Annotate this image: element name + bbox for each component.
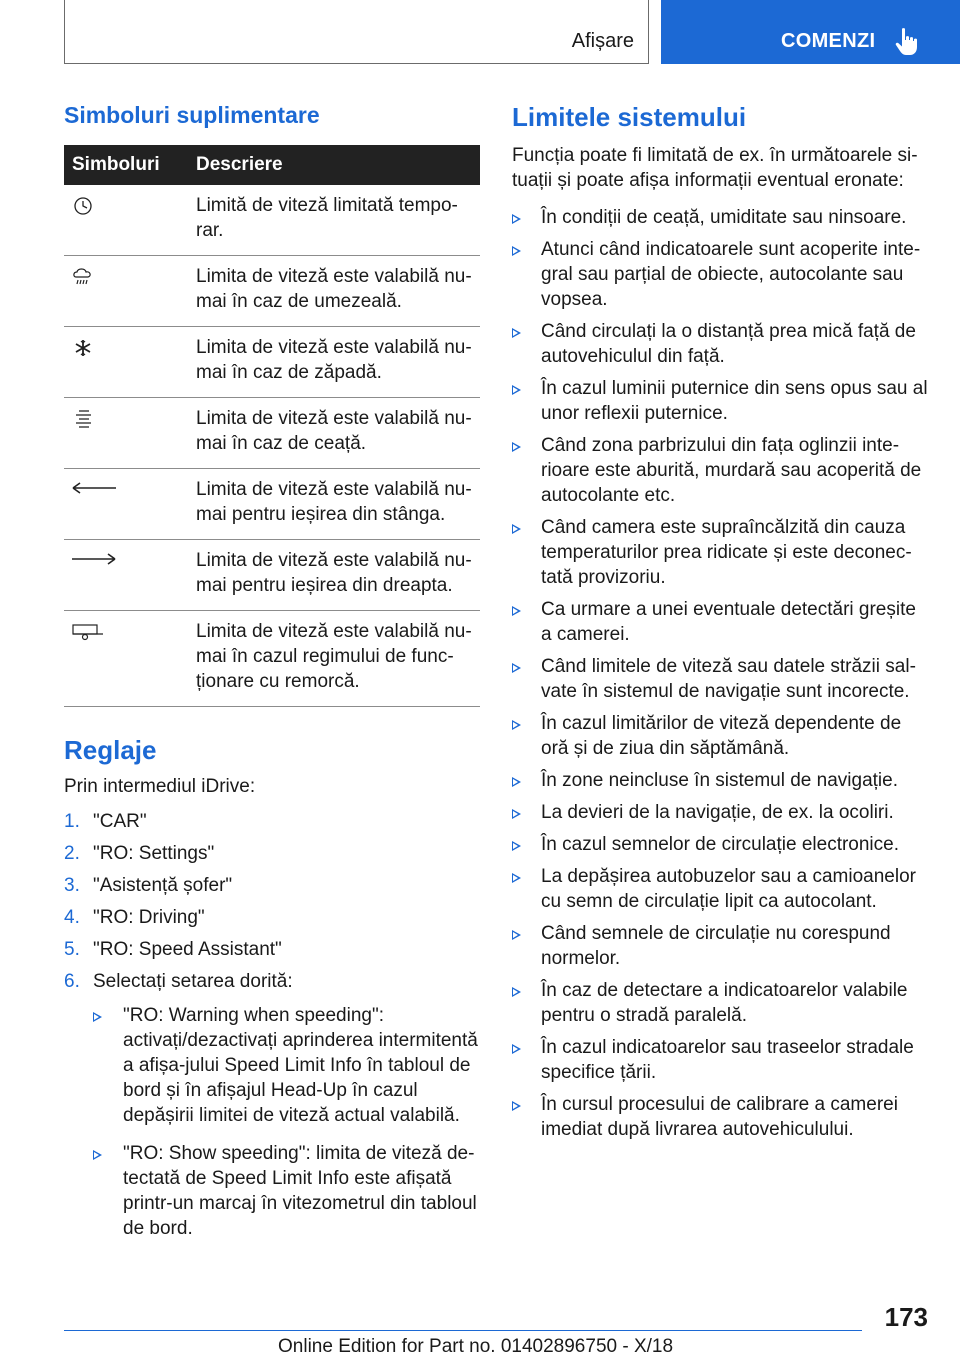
step-number: 6. [64, 971, 80, 992]
list-item [64, 937, 480, 962]
fog-icon [70, 408, 96, 430]
table-row [64, 256, 480, 327]
rain-cloud-icon [70, 266, 96, 288]
list-item [93, 1003, 480, 1128]
limit-text: În cazul indicatoarelor sau traseelor stradale specifice țării. [541, 1037, 914, 1083]
table-row [64, 540, 480, 611]
limit-text: Când zona parbrizului din fața oglinzii inte-rioare este aburită, murdară sau acoperită de autocolante etc. [541, 435, 922, 506]
footer-edition: Online Edition for Part no. 01402896750 - X/18 [278, 1336, 674, 1357]
table-row [64, 398, 480, 469]
list-item [512, 319, 930, 369]
col-symbols-header: Simboluri [64, 145, 184, 185]
triangle-bullet-icon [512, 809, 521, 819]
trailer-icon [70, 621, 106, 643]
triangle-bullet-icon [512, 873, 521, 883]
list-item [512, 711, 930, 761]
list-item [512, 921, 930, 971]
list-item [64, 969, 480, 1241]
limit-text: Când camera este supraîncălzită din cauza temperaturilor prea ridicate și este deconec-tată provizoriu. [541, 517, 912, 588]
step-6-options [93, 1003, 480, 1241]
step-text: Selectați setarea dorită: [93, 971, 293, 992]
triangle-bullet-icon [512, 606, 521, 616]
step-text: "CAR" [93, 811, 147, 832]
step-text: "RO: Speed Assistant" [93, 939, 282, 960]
list-item [512, 864, 930, 914]
row-description: Limita de viteză este valabilă nu-mai în cazul regimului de func-ționare cu remorcă. [184, 611, 480, 707]
table-row [64, 469, 480, 540]
triangle-bullet-icon [512, 214, 521, 224]
triangle-bullet-icon [512, 663, 521, 673]
arrow-left-icon [70, 479, 118, 501]
row-description: Limita de viteză este valabilă nu-mai în caz de umezeală. [184, 256, 480, 327]
clock-icon [70, 195, 96, 217]
reglaje-title: Reglaje [64, 735, 157, 765]
triangle-bullet-icon [512, 841, 521, 851]
symbols-title: Simboluri suplimentare [64, 102, 320, 128]
limit-text: În cazul limitărilor de viteză dependente de oră și de ziua din săptămână. [541, 713, 902, 759]
triangle-bullet-icon [512, 930, 521, 940]
limit-text: Când circulați la o distanță prea mică față de autovehiculul din față. [541, 321, 916, 367]
triangle-bullet-icon [512, 524, 521, 534]
option-text: "RO: Show speeding": limita de viteză de-tectată de Speed Limit Info este afișată printr-un marcaj în vitezometrul din tabloul de bord. [123, 1143, 477, 1239]
tab-afisare-label: Afișare [571, 30, 634, 52]
list-item [512, 654, 930, 704]
col-description-header: Descriere [184, 145, 480, 185]
limit-text: În cazul luminii puternice din sens opus sau al unor reflexii puternice. [541, 378, 928, 424]
triangle-bullet-icon [512, 777, 521, 787]
triangle-bullet-icon [512, 987, 521, 997]
option-text: "RO: Warning when speeding": activați/dezactivați aprinderea intermitentă a afișa-jului Speed Limit Info în tabloul de bord și în afișajul Head-Up în cazul depășirii limitei de viteză actual valabilă. [123, 1005, 478, 1126]
step-number: 3. [64, 875, 80, 896]
triangle-bullet-icon [512, 328, 521, 338]
list-item [512, 978, 930, 1028]
limit-text: Când semnele de circulație nu corespund normelor. [541, 923, 891, 969]
list-item [512, 800, 930, 825]
step-number: 1. [64, 811, 80, 832]
list-item [64, 841, 480, 866]
row-description: Limită de viteză limitată tempo-rar. [184, 185, 480, 256]
tab-afisare[interactable] [64, 0, 649, 64]
triangle-bullet-icon [512, 1101, 521, 1111]
step-number: 4. [64, 907, 80, 928]
limit-text: În cursul procesului de calibrare a camerei imediat după livrarea autovehiculului. [541, 1094, 898, 1140]
limit-text: În zone neincluse în sistemul de navigație. [541, 770, 898, 791]
triangle-bullet-icon [93, 1150, 102, 1160]
limit-text: În cazul semnelor de circulație electronice. [541, 834, 900, 855]
right-column [512, 102, 930, 1149]
limits-title: Limitele sistemului [512, 102, 747, 132]
list-item [512, 1035, 930, 1085]
page-number: 173 [884, 1302, 928, 1332]
limit-text: Ca urmare a unei eventuale detectări greșite a camerei. [541, 599, 916, 645]
reglaje-steps [64, 809, 480, 1241]
row-description: Limita de viteză este valabilă nu-mai în caz de zăpadă. [184, 327, 480, 398]
limit-text: În caz de detectare a indicatoarelor valabile pentru o stradă paralelă. [541, 980, 908, 1026]
footer-divider [64, 1330, 862, 1331]
list-item [64, 905, 480, 930]
table-row [64, 327, 480, 398]
limit-text: Când limitele de viteză sau datele străzii sal-vate în sistemul de navigație sunt incorecte. [541, 656, 916, 702]
triangle-bullet-icon [93, 1012, 102, 1022]
table-row [64, 185, 480, 256]
list-item [512, 237, 930, 312]
arrow-right-icon [70, 550, 118, 572]
limit-text: La depășirea autobuzelor sau a camioanelor cu semn de circulație lipit ca autocolant. [541, 866, 916, 912]
limits-list [512, 205, 930, 1142]
list-item [512, 768, 930, 793]
step-number: 2. [64, 843, 80, 864]
reglaje-intro: Prin intermediul iDrive: [64, 776, 256, 797]
triangle-bullet-icon [512, 442, 521, 452]
list-item [64, 809, 480, 834]
list-item [512, 515, 930, 590]
step-text: "RO: Settings" [93, 843, 215, 864]
hand-pointer-icon [895, 27, 921, 57]
symbols-table [64, 145, 480, 707]
limit-text: În condiții de ceață, umiditate sau ninsoare. [541, 207, 907, 228]
limits-intro: Funcția poate fi limitată de ex. în următoarele si-tuații și poate afișa informații eventual eronate: [512, 145, 918, 191]
step-number: 5. [64, 939, 80, 960]
row-description: Limita de viteză este valabilă nu-mai în caz de ceață. [184, 398, 480, 469]
snowflake-icon [70, 337, 96, 359]
limit-text: La devieri de la navigație, de ex. la ocoliri. [541, 802, 894, 823]
list-item [512, 376, 930, 426]
triangle-bullet-icon [512, 246, 521, 256]
table-row [64, 611, 480, 707]
list-item [512, 1092, 930, 1142]
triangle-bullet-icon [512, 1044, 521, 1054]
triangle-bullet-icon [512, 720, 521, 730]
triangle-bullet-icon [512, 385, 521, 395]
list-item [512, 433, 930, 508]
limit-text: Atunci când indicatoarele sunt acoperite inte-gral sau parțial de obiecte, autocolante sau vopsea. [541, 239, 921, 310]
tab-comenzi-label: COMENZI [781, 30, 876, 52]
list-item [512, 205, 930, 230]
reglaje-section [64, 735, 480, 1241]
list-item [512, 597, 930, 647]
list-item [512, 832, 930, 857]
list-item [93, 1141, 480, 1241]
row-description: Limita de viteză este valabilă nu-mai pentru ieșirea din dreapta. [184, 540, 480, 611]
step-text: "RO: Driving" [93, 907, 205, 928]
left-column [64, 102, 480, 1254]
step-text: "Asistență șofer" [93, 875, 233, 896]
list-item [64, 873, 480, 898]
row-description: Limita de viteză este valabilă nu-mai pentru ieșirea din stânga. [184, 469, 480, 540]
